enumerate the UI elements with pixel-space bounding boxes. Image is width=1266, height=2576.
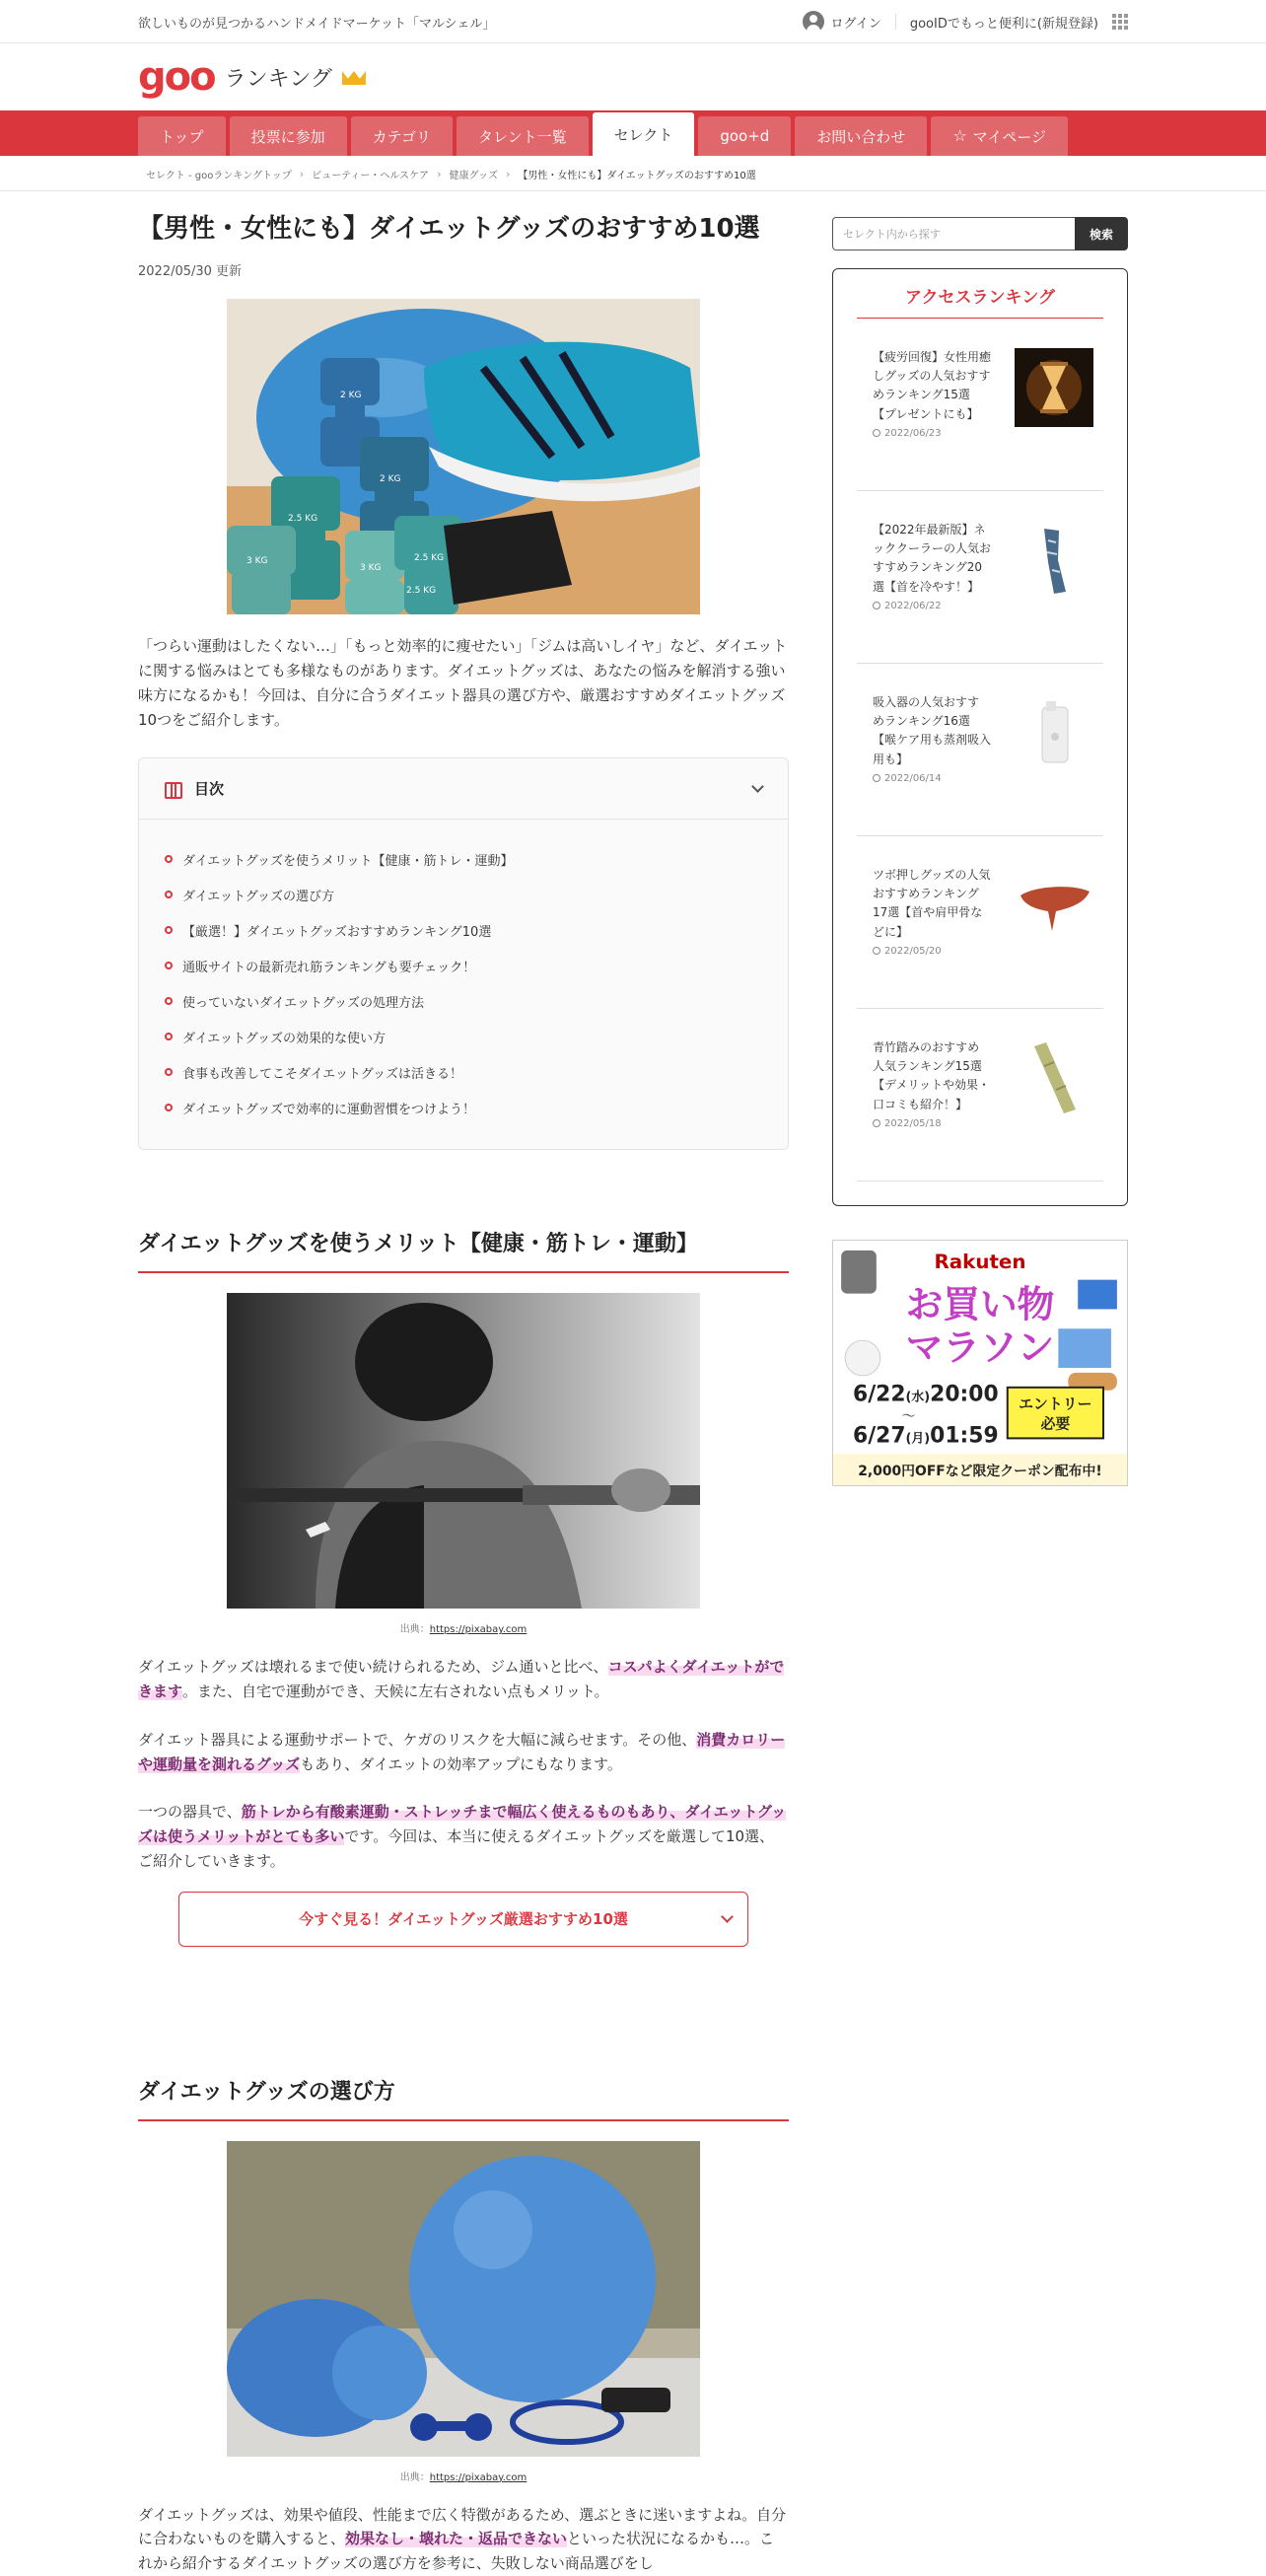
bullet-icon [165,926,173,934]
table-of-contents [138,757,789,1150]
ranking-item-title: 【2022年最新版】ネッククーラーの人気おすすめランキング20選【首を冷やす！】 [873,523,992,594]
credit-link[interactable]: https://pixabay.com [429,2471,528,2483]
dumbbell-label: 3 KG [360,563,382,574]
date-text: 2022/05/18 [884,1117,942,1129]
main-nav [0,110,1266,156]
date-text: 2022/06/14 [884,772,942,784]
apps-grid-icon[interactable] [1112,14,1128,30]
toc-item[interactable] [165,1019,762,1054]
text: 。また、自宅で運動ができ、天候に左右されない点もメリット。 [182,1682,609,1701]
text: 一つの器具で、 [138,1803,242,1822]
highlight-text: 筋トレから有酸素運動・ストレッチまで幅広く使えるものもあり、ダイエットグッズは使うメリットがとても多い [138,1803,787,1846]
toc-item-label: 【厳選！】ダイエットグッズおすすめランキング10選 [182,924,492,940]
crown-icon [342,67,366,87]
toc-item[interactable] [165,1054,762,1090]
toc-title: 目次 [194,780,225,799]
toc-item-label: ダイエットグッズの効果的な使い方 [182,1031,387,1046]
toc-item-label: ダイエットグッズの選び方 [182,889,335,904]
dumbbell-label: 3 KG [246,556,268,567]
ranking-item-date [873,946,991,957]
date-text: 2022/05/20 [884,945,942,957]
credit-link[interactable]: https://pixabay.com [429,1624,528,1636]
article [138,207,789,2576]
nav-select[interactable] [593,112,695,156]
nav-label: トップ [160,127,204,146]
ranking-item-title: 吸入器の人気おすすめランキング16選【喉ケア用も蒸剤吸入用も】 [873,695,992,766]
bullet-icon [165,997,173,1005]
bullet-icon [165,855,173,863]
chevron-right-icon: › [299,167,305,180]
book-icon [165,782,182,796]
merit-paragraph-1 [138,1655,789,1704]
dumbbell-label: 2 KG [380,474,401,485]
ad-brand: Rakuten [934,1250,1026,1273]
text: もあり、ダイエットの効率アップにもなります。 [300,1754,622,1773]
credit-prefix: 出典： [399,1624,430,1636]
ranking-item[interactable] [857,664,1103,836]
merit-paragraph-2 [138,1728,789,1777]
toc-item[interactable] [165,983,762,1019]
toc-item[interactable] [165,912,762,948]
ranking-item-date [873,773,991,784]
chevron-down-icon [721,1910,734,1923]
dumbbell-label: 2.5 KG [288,514,318,525]
dumbbell-label: 2.5 KG [406,586,437,597]
nav-vote[interactable] [230,116,347,156]
ranking-thumbnail-hourglass [1015,348,1093,427]
text: といった状況になるかも…。これから紹介するダイエットグッズの選び方を参考に、失敗しない商品選びをし [138,2530,775,2573]
rakuten-ad-banner[interactable] [832,1240,1128,1486]
ad-coupon: 2,000円OFFなど限定クーポン配布中! [858,1464,1102,1480]
login-link[interactable] [803,11,880,33]
ranking-item[interactable] [857,1009,1103,1181]
dumbbell-label: 2 KG [340,391,362,401]
nav-label: タレント一覧 [477,127,567,146]
toc-toggle[interactable] [139,758,788,820]
date-text: 2022/06/22 [884,600,942,611]
nav-mypage[interactable] [931,116,1068,156]
ranking-item-title: 青竹踏みのおすすめ人気ランキング15選【デメリットや効果・口コミも紹介！】 [873,1040,991,1111]
exercise-balls-photo [227,2141,700,2457]
updated-date: 2022/05/30 更新 [138,264,243,280]
date-text: 2022/06/23 [884,427,942,439]
nav-category[interactable] [351,116,453,156]
ranking-item-title: 【疲労回復】女性用癒しグッズの人気おすすめランキング15選【プレゼントにも】 [873,350,992,421]
clock-icon [873,774,880,782]
ranking-title: アクセスランキング [857,283,1103,319]
nav-label: 投票に参加 [250,127,325,146]
dumbbell-label: 2.5 KG [414,553,445,564]
toc-item[interactable] [165,877,762,912]
ranking-item-date [873,428,991,439]
login-label: ログイン [830,16,881,32]
search-button[interactable]: 検索 [1075,217,1128,250]
clock-icon [873,947,880,955]
divider [895,14,896,30]
chevron-right-icon: › [437,167,442,180]
ad-date-start: 6/22(水)20:00 [853,1382,999,1407]
bullet-icon [165,962,173,969]
toc-item[interactable] [165,841,762,877]
ranking-item[interactable] [857,491,1103,664]
ranking-item-date [873,1118,991,1129]
chevron-down-icon [751,781,764,794]
ad-entry-required: 必要 [1040,1414,1071,1433]
hero-image-dumbbells [227,299,700,614]
ad-entry-label: エントリー [1019,1395,1092,1413]
section-heading-how-to-choose: ダイエットグッズの選び方 [138,2075,789,2121]
ranking-item[interactable] [857,319,1103,491]
breadcrumb-current: 【男性・女性にも】ダイエットグッズのおすすめ10選 [518,170,756,181]
top-utility-bar [0,0,1266,43]
bullet-icon [165,1104,173,1111]
toc-item-label: ダイエットグッズを使うメリット【健康・筋トレ・運動】 [182,853,514,869]
nav-top[interactable] [138,116,226,156]
nav-goo-d[interactable] [698,116,791,156]
promo-link[interactable]: 欲しいものが見つかるハンドメイドマーケット「マルシェル」 [138,16,496,32]
nav-label: カテゴリ [372,127,431,146]
clock-icon [873,1119,880,1127]
star-icon: ☆ [952,126,967,145]
clock-icon [873,602,880,609]
bullet-icon [165,891,173,898]
ranking-item-date [873,601,991,611]
toc-item-label: 使っていないダイエットグッズの処理方法 [182,995,425,1011]
highlight-text: 消費カロリーや運動量を測れるグッズ [138,1730,786,1773]
toc-item[interactable] [165,948,762,983]
text: です。今回は、本当に使えるダイエットグッズを厳選して10選、ご紹介していきます。 [138,1827,775,1870]
image-credit [138,2469,789,2483]
choose-paragraph-1 [138,2503,789,2576]
goo-logo[interactable]: goo [138,54,215,100]
nav-label: セレクト [613,125,673,144]
ad-headline-1: お買い物 [905,1282,1055,1326]
nav-label: goo+d [720,127,770,145]
breadcrumb [0,156,1266,191]
breadcrumb-item[interactable]: セレクト - gooランキングトップ [146,170,292,181]
toc-item-label: 食事も改善してこそダイエットグッズは活きる！ [182,1066,463,1082]
text: ダイエット器具による運動サポートで、ケガのリスクを大幅に減らせます。その他、 [138,1730,697,1749]
ad-headline-2: マラソン [905,1325,1055,1370]
search-input[interactable]: セレクト内から探す [832,217,1075,250]
register-link[interactable]: gooIDでもっと便利に(新規登録) [909,16,1098,32]
toc-item[interactable] [165,1090,762,1125]
breadcrumb-item[interactable]: ビューティー・ヘルスケア [312,170,430,181]
ranking-thumbnail-bamboo [1015,1038,1093,1117]
ranking-item[interactable] [857,836,1103,1009]
site-title[interactable]: ランキング [224,66,332,92]
cta-label: 今すぐ見る！ダイエットグッズ厳選おすすめ10選 [299,1910,628,1929]
nav-contact[interactable] [795,116,927,156]
text: ダイエットグッズは、効果や値段、性能まで広く特徴があるため、選ぶときに迷いますよね。自分に合わないものを購入すると、 [138,2505,787,2548]
user-icon [803,11,824,33]
ranking-thumbnail-neck-cooler [1015,521,1093,600]
search-form [832,217,1128,250]
highlight-text: 効果なし・壊れた・返品できない [345,2530,568,2548]
highlight-text: コスパよくダイエットができます [138,1658,785,1701]
bullet-icon [165,1033,173,1040]
toc-item-label: 通販サイトの最新売れ筋ランキングも要チェック！ [182,960,476,975]
intro-paragraph: 「つらい運動はしたくない…」「もっと効率的に痩せたい」「ジムは高いしイヤ」など、ダイエットに関する悩みはとても多様なものがあります。ダイエットグッズは、あなたの悩みを解消する強い味方になるかも！今回は、自分に合うダイエット器具の選び方や、厳選おすすめダイエットグッズ10つをご紹介します。 [138,637,788,729]
nav-talent[interactable] [457,116,589,156]
ranking-thumbnail-acupressure [1015,866,1093,945]
image-credit [138,1620,789,1635]
section-heading-merits: ダイエットグッズを使うメリット【健康・筋トレ・運動】 [138,1227,789,1273]
nav-label: お問い合わせ [816,127,906,146]
nav-label: マイページ [972,127,1047,146]
toc-item-label: ダイエットグッズで効率的に運動習慣をつけよう！ [182,1102,476,1117]
ranking-thumbnail-inhaler [1015,693,1093,772]
bullet-icon [165,1068,173,1076]
jump-to-ranking-button[interactable] [178,1892,748,1947]
access-ranking [832,268,1128,1206]
ad-date-end: 6/27(月)01:59 [853,1423,999,1449]
credit-prefix: 出典： [399,2471,430,2483]
ad-tilde: 〜 [901,1408,916,1425]
sidebar [832,207,1128,2576]
clock-icon [873,429,880,437]
chevron-right-icon: › [505,167,511,180]
text: ダイエットグッズは壊れるまで使い続けられるため、ジム通いと比べ、 [138,1658,608,1677]
page-title: 【男性・女性にも】ダイエットグッズのおすすめ10選 [138,214,760,244]
ranking-item-title: ツボ押しグッズの人気おすすめランキング17選【首や肩甲骨などに】 [873,868,991,939]
logo-bar [0,43,1266,110]
merit-paragraph-3 [138,1800,789,1873]
barbell-photo [227,1293,700,1609]
breadcrumb-item[interactable]: 健康グッズ [449,170,498,181]
